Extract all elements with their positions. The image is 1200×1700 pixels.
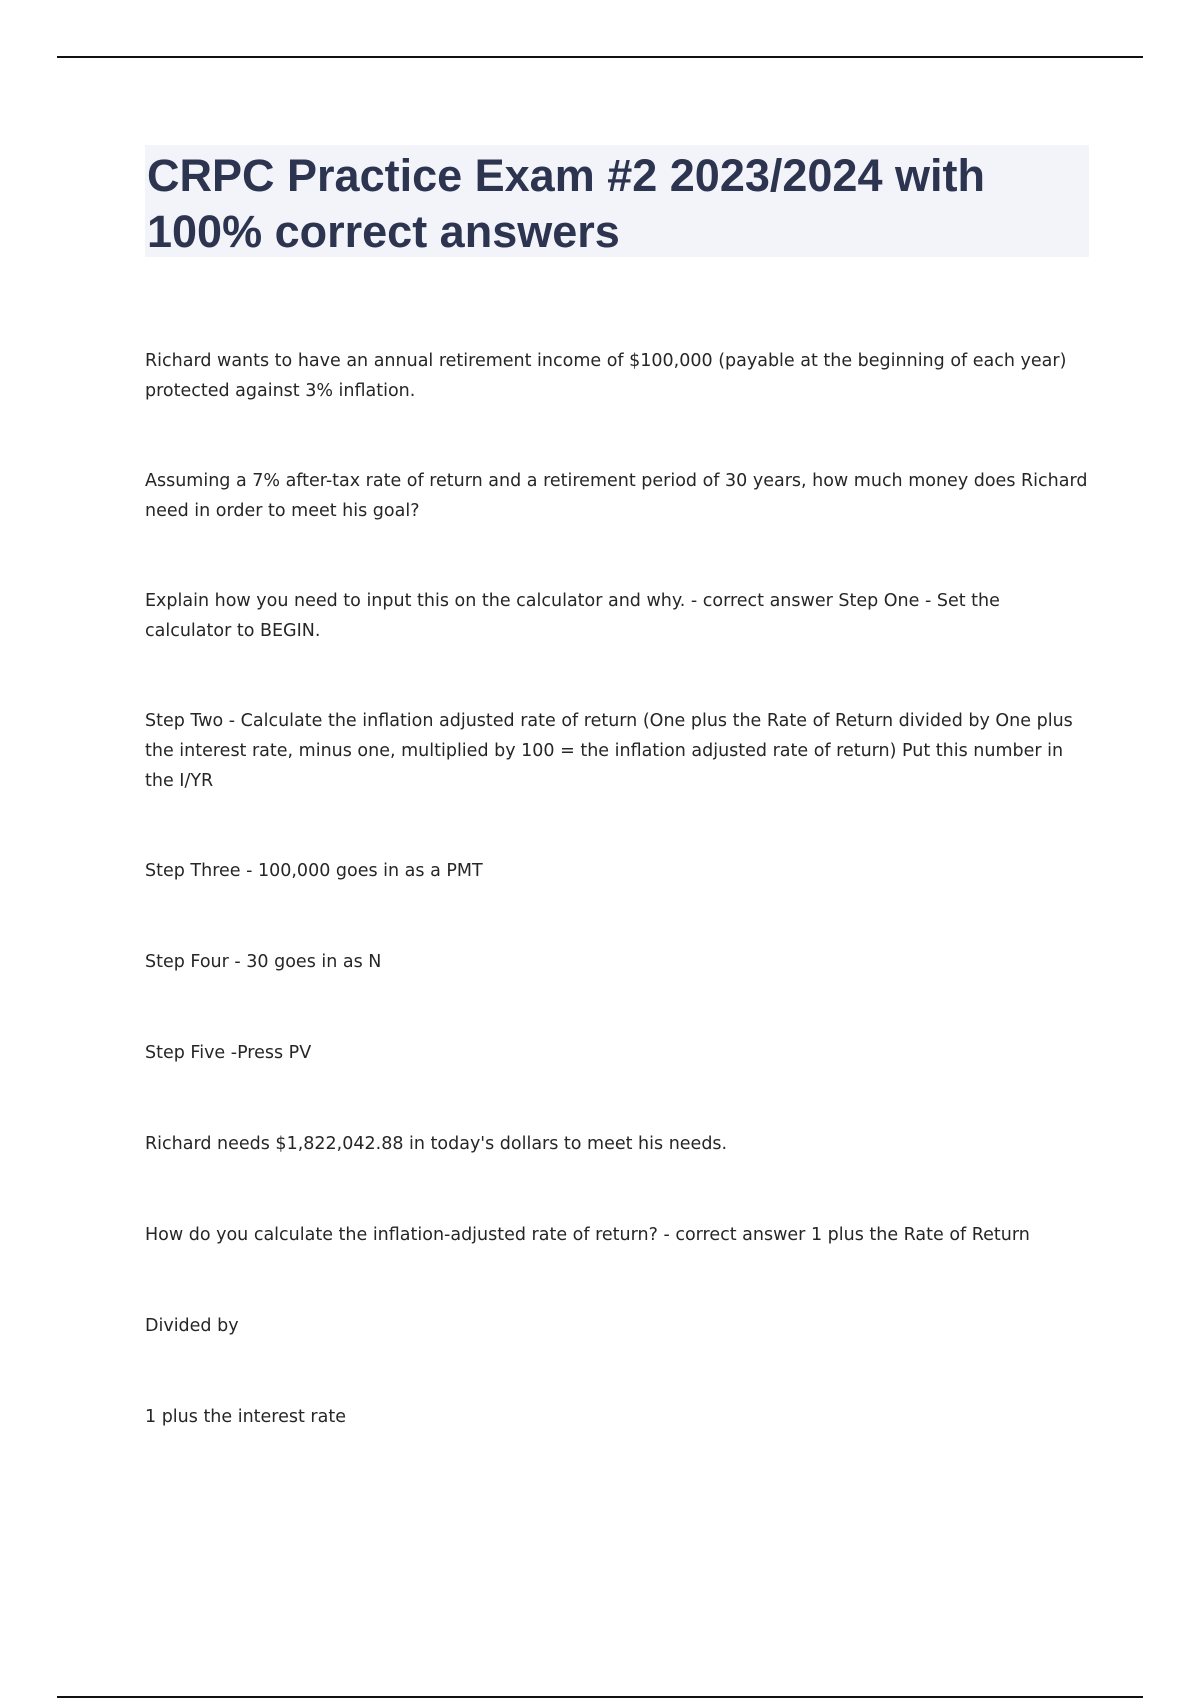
title-block xyxy=(145,145,1089,257)
paragraph-step-two: Step Two - Calculate the inflation adjusted rate of return (One plus the Rate of Return divided by One plus the interest rate, minus one, multiplied by 100 = the inflation adjusted rate of return) Put this number in the I/YR xyxy=(145,711,1073,791)
paragraph-interest-rate: 1 plus the interest rate xyxy=(145,1407,346,1427)
paragraph-answer-step-one: Explain how you need to input this on the calculator and why. - correct answer Step One - Set the calculator to BEGIN. xyxy=(145,591,1000,641)
document-body xyxy=(145,346,1090,1432)
top-rule xyxy=(57,56,1143,58)
paragraph-step-three: Step Three - 100,000 goes in as a PMT xyxy=(145,861,483,881)
paragraph-result: Richard needs $1,822,042.88 in today's dollars to meet his needs. xyxy=(145,1134,728,1154)
paragraph-question-two: How do you calculate the inflation-adjusted rate of return? - correct answer 1 plus the Rate of Return xyxy=(145,1225,1030,1245)
paragraph-question-intro: Richard wants to have an annual retirement income of $100,000 (payable at the beginning of each year) protected against 3% inflation. xyxy=(145,351,1067,401)
paragraph-step-five: Step Five -Press PV xyxy=(145,1043,312,1063)
document-title: CRPC Practice Exam #2 2023/2024 with 100% correct answers xyxy=(147,150,985,257)
paragraph-divided-by: Divided by xyxy=(145,1316,239,1336)
paragraph-question-assumptions: Assuming a 7% after-tax rate of return and a retirement period of 30 years, how much money does Richard need in order to meet his goal? xyxy=(145,471,1088,521)
bottom-rule xyxy=(57,1696,1143,1698)
paragraph-step-four: Step Four - 30 goes in as N xyxy=(145,952,382,972)
